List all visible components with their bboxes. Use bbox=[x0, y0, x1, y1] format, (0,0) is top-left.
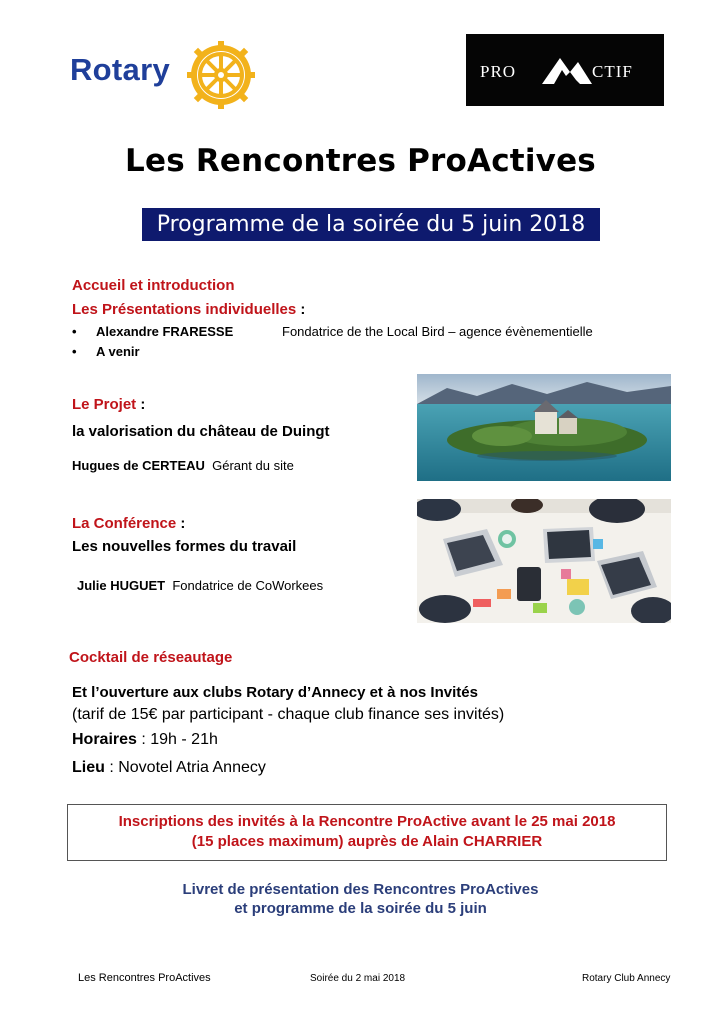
inscription-line-2: (15 places maximum) auprès de Alain CHARRIER bbox=[191, 833, 543, 850]
conference-subject: Les nouvelles formes du travail bbox=[72, 538, 297, 555]
cocktail-lieu bbox=[72, 759, 266, 777]
conference-speaker-name: Julie HUGUET bbox=[77, 578, 166, 593]
rotary-wheel-icon bbox=[186, 40, 256, 110]
presentations-heading bbox=[72, 301, 305, 318]
presentations-heading-text: Les Présentations individuelles bbox=[72, 301, 297, 318]
footer-left: Les Rencontres ProActives bbox=[78, 972, 211, 984]
projet-speaker-name: Hugues de CERTEAU bbox=[72, 458, 205, 473]
projet-subject: la valorisation du château de Duingt bbox=[72, 423, 330, 440]
subtitle-banner: Programme de la soirée du 5 juin 2018 bbox=[142, 208, 600, 241]
presenter-role: Fondatrice de the Local Bird – agence évènementielle bbox=[282, 324, 593, 339]
projet-speaker bbox=[72, 458, 294, 473]
accueil-heading: Accueil et introduction bbox=[72, 277, 235, 294]
projet-speaker-role: Gérant du site bbox=[212, 458, 294, 473]
conference-speaker-role: Fondatrice de CoWorkees bbox=[172, 578, 324, 593]
inscription-box bbox=[67, 804, 667, 861]
footer-center: Soirée du 2 mai 2018 bbox=[310, 973, 406, 984]
conference-colon: : bbox=[176, 515, 186, 532]
presentations-colon: : bbox=[296, 301, 306, 318]
horaires-label: Horaires bbox=[72, 731, 137, 748]
list-item bbox=[72, 324, 233, 339]
proactif-text-right: CTIF bbox=[592, 62, 633, 81]
livret-note bbox=[0, 880, 721, 918]
proactif-logo bbox=[466, 34, 664, 106]
livret-line-2: et programme de la soirée du 5 juin bbox=[234, 900, 487, 917]
projet-heading-text: Le Projet bbox=[72, 396, 137, 413]
lieu-value: : Novotel Atria Annecy bbox=[104, 759, 266, 776]
livret-line-1: Livret de présentation des Rencontres ProActives bbox=[182, 881, 539, 898]
horaires-value: : 19h - 21h bbox=[136, 731, 218, 748]
proactif-text-left: PRO bbox=[480, 62, 517, 81]
rotary-logo bbox=[70, 40, 260, 110]
cocktail-tarif: (tarif de 15€ par participant - chaque club finance ses invités) bbox=[72, 706, 505, 723]
cocktail-horaires bbox=[72, 731, 218, 749]
lieu-label: Lieu bbox=[72, 759, 105, 776]
lake-island-image bbox=[417, 374, 671, 481]
conference-speaker bbox=[77, 578, 323, 593]
coworking-desk-image bbox=[417, 499, 671, 623]
conference-heading-text: La Conférence bbox=[72, 515, 177, 532]
projet-heading bbox=[72, 396, 145, 413]
coworking-photo bbox=[417, 499, 671, 623]
projet-colon: : bbox=[136, 396, 146, 413]
bullet: • bbox=[72, 344, 77, 359]
rotary-wordmark: Rotary bbox=[70, 52, 170, 87]
cocktail-opening: Et l’ouverture aux clubs Rotary d’Annecy et à nos Invités bbox=[72, 684, 478, 701]
presenter-name: A venir bbox=[96, 344, 140, 359]
footer-right: Rotary Club Annecy bbox=[582, 973, 671, 984]
bullet: • bbox=[72, 324, 77, 339]
list-item bbox=[72, 344, 140, 359]
mountain-icon bbox=[540, 54, 594, 86]
presenter-name: Alexandre FRARESSE bbox=[96, 324, 234, 339]
chateau-duingt-photo bbox=[417, 374, 671, 481]
conference-heading bbox=[72, 515, 185, 532]
cocktail-heading: Cocktail de réseautage bbox=[69, 649, 233, 666]
inscription-line-1: Inscriptions des invités à la Rencontre ProActive avant le 25 mai 2018 bbox=[118, 813, 616, 830]
page-title: Les Rencontres ProActives bbox=[125, 143, 596, 179]
